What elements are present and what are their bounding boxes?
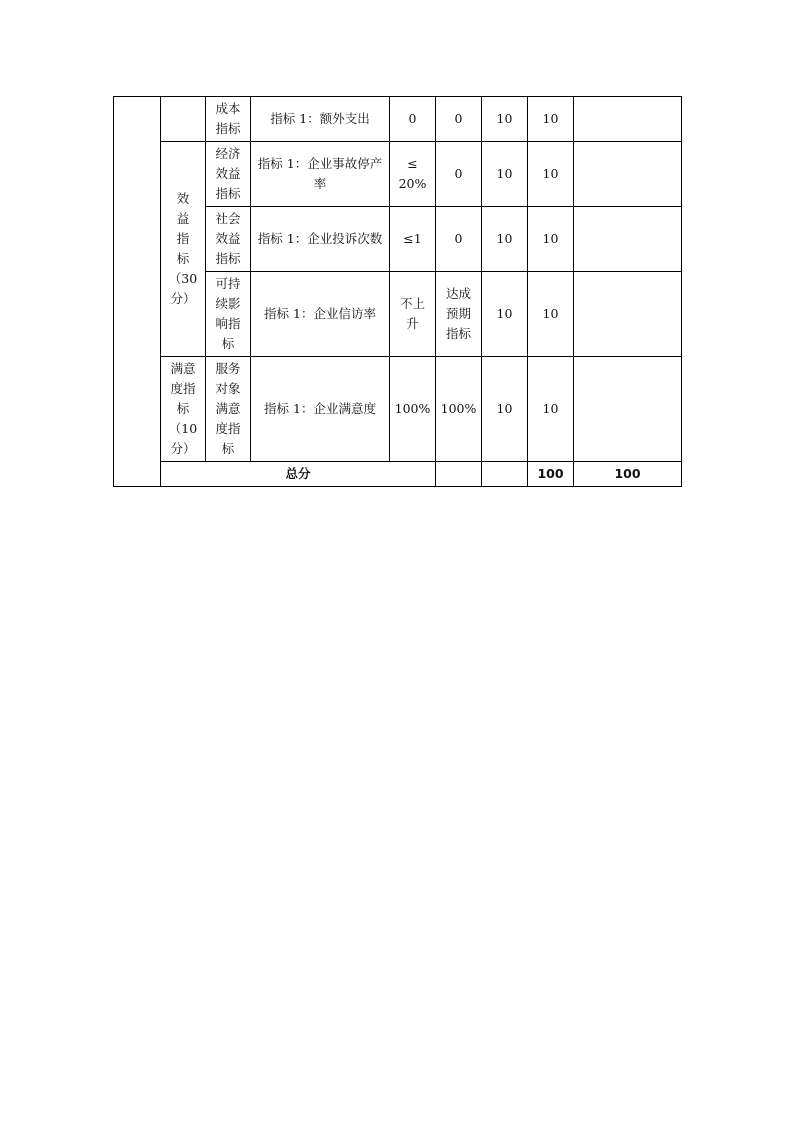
weight-cell: 10 (482, 142, 528, 207)
indicator-cell: 指标 1：额外支出 (251, 97, 390, 142)
score-cell: 10 (528, 142, 574, 207)
indicator-cell: 指标 1：企业投诉次数 (251, 207, 390, 272)
sub-category-cell: 社会 效益 指标 (206, 207, 251, 272)
actual-value-cell: 0 (436, 207, 482, 272)
weight-cell: 10 (482, 207, 528, 272)
indicator-cell: 指标 1：企业满意度 (251, 357, 390, 462)
actual-value-cell: 0 (436, 97, 482, 142)
total-row (114, 462, 682, 487)
category-cell-empty (161, 97, 206, 142)
actual-value-cell: 100% (436, 357, 482, 462)
remark-cell (574, 272, 682, 357)
target-value-cell (436, 462, 482, 487)
table-row (114, 142, 682, 207)
table-row (114, 97, 682, 142)
actual-value-cell: 0 (436, 142, 482, 207)
total-label: 总分 (161, 462, 436, 487)
category-cell: 效 益 指 标 （30 分） (161, 142, 206, 357)
total-weight: 100 (528, 462, 574, 487)
table-row (114, 357, 682, 462)
score-cell: 10 (528, 272, 574, 357)
weight-cell: 10 (482, 357, 528, 462)
weight-cell: 10 (482, 97, 528, 142)
target-value-cell: 0 (390, 97, 436, 142)
indicator-cell: 指标 1：企业信访率 (251, 272, 390, 357)
remark-cell (574, 207, 682, 272)
remark-cell (574, 97, 682, 142)
target-value-cell: ≤1 (390, 207, 436, 272)
target-value-cell: 不上 升 (390, 272, 436, 357)
first-level-category-cell (114, 97, 161, 487)
sub-category-cell: 经济 效益 指标 (206, 142, 251, 207)
target-value-cell: 100% (390, 357, 436, 462)
performance-table (113, 96, 682, 487)
category-cell: 满意 度指 标 （10 分） (161, 357, 206, 462)
indicator-cell: 指标 1：企业事故停产率 (251, 142, 390, 207)
actual-value-cell: 达成 预期 指标 (436, 272, 482, 357)
weight-cell: 10 (482, 272, 528, 357)
actual-value-cell (482, 462, 528, 487)
target-value-cell: ≤ 20% (390, 142, 436, 207)
remark-cell (574, 142, 682, 207)
sub-category-cell: 成本 指标 (206, 97, 251, 142)
score-cell: 10 (528, 97, 574, 142)
score-cell: 10 (528, 357, 574, 462)
sub-category-cell: 服务 对象 满意 度指 标 (206, 357, 251, 462)
sub-category-cell: 可持 续影 响指 标 (206, 272, 251, 357)
total-score: 100 (574, 462, 682, 487)
remark-cell (574, 357, 682, 462)
score-cell: 10 (528, 207, 574, 272)
